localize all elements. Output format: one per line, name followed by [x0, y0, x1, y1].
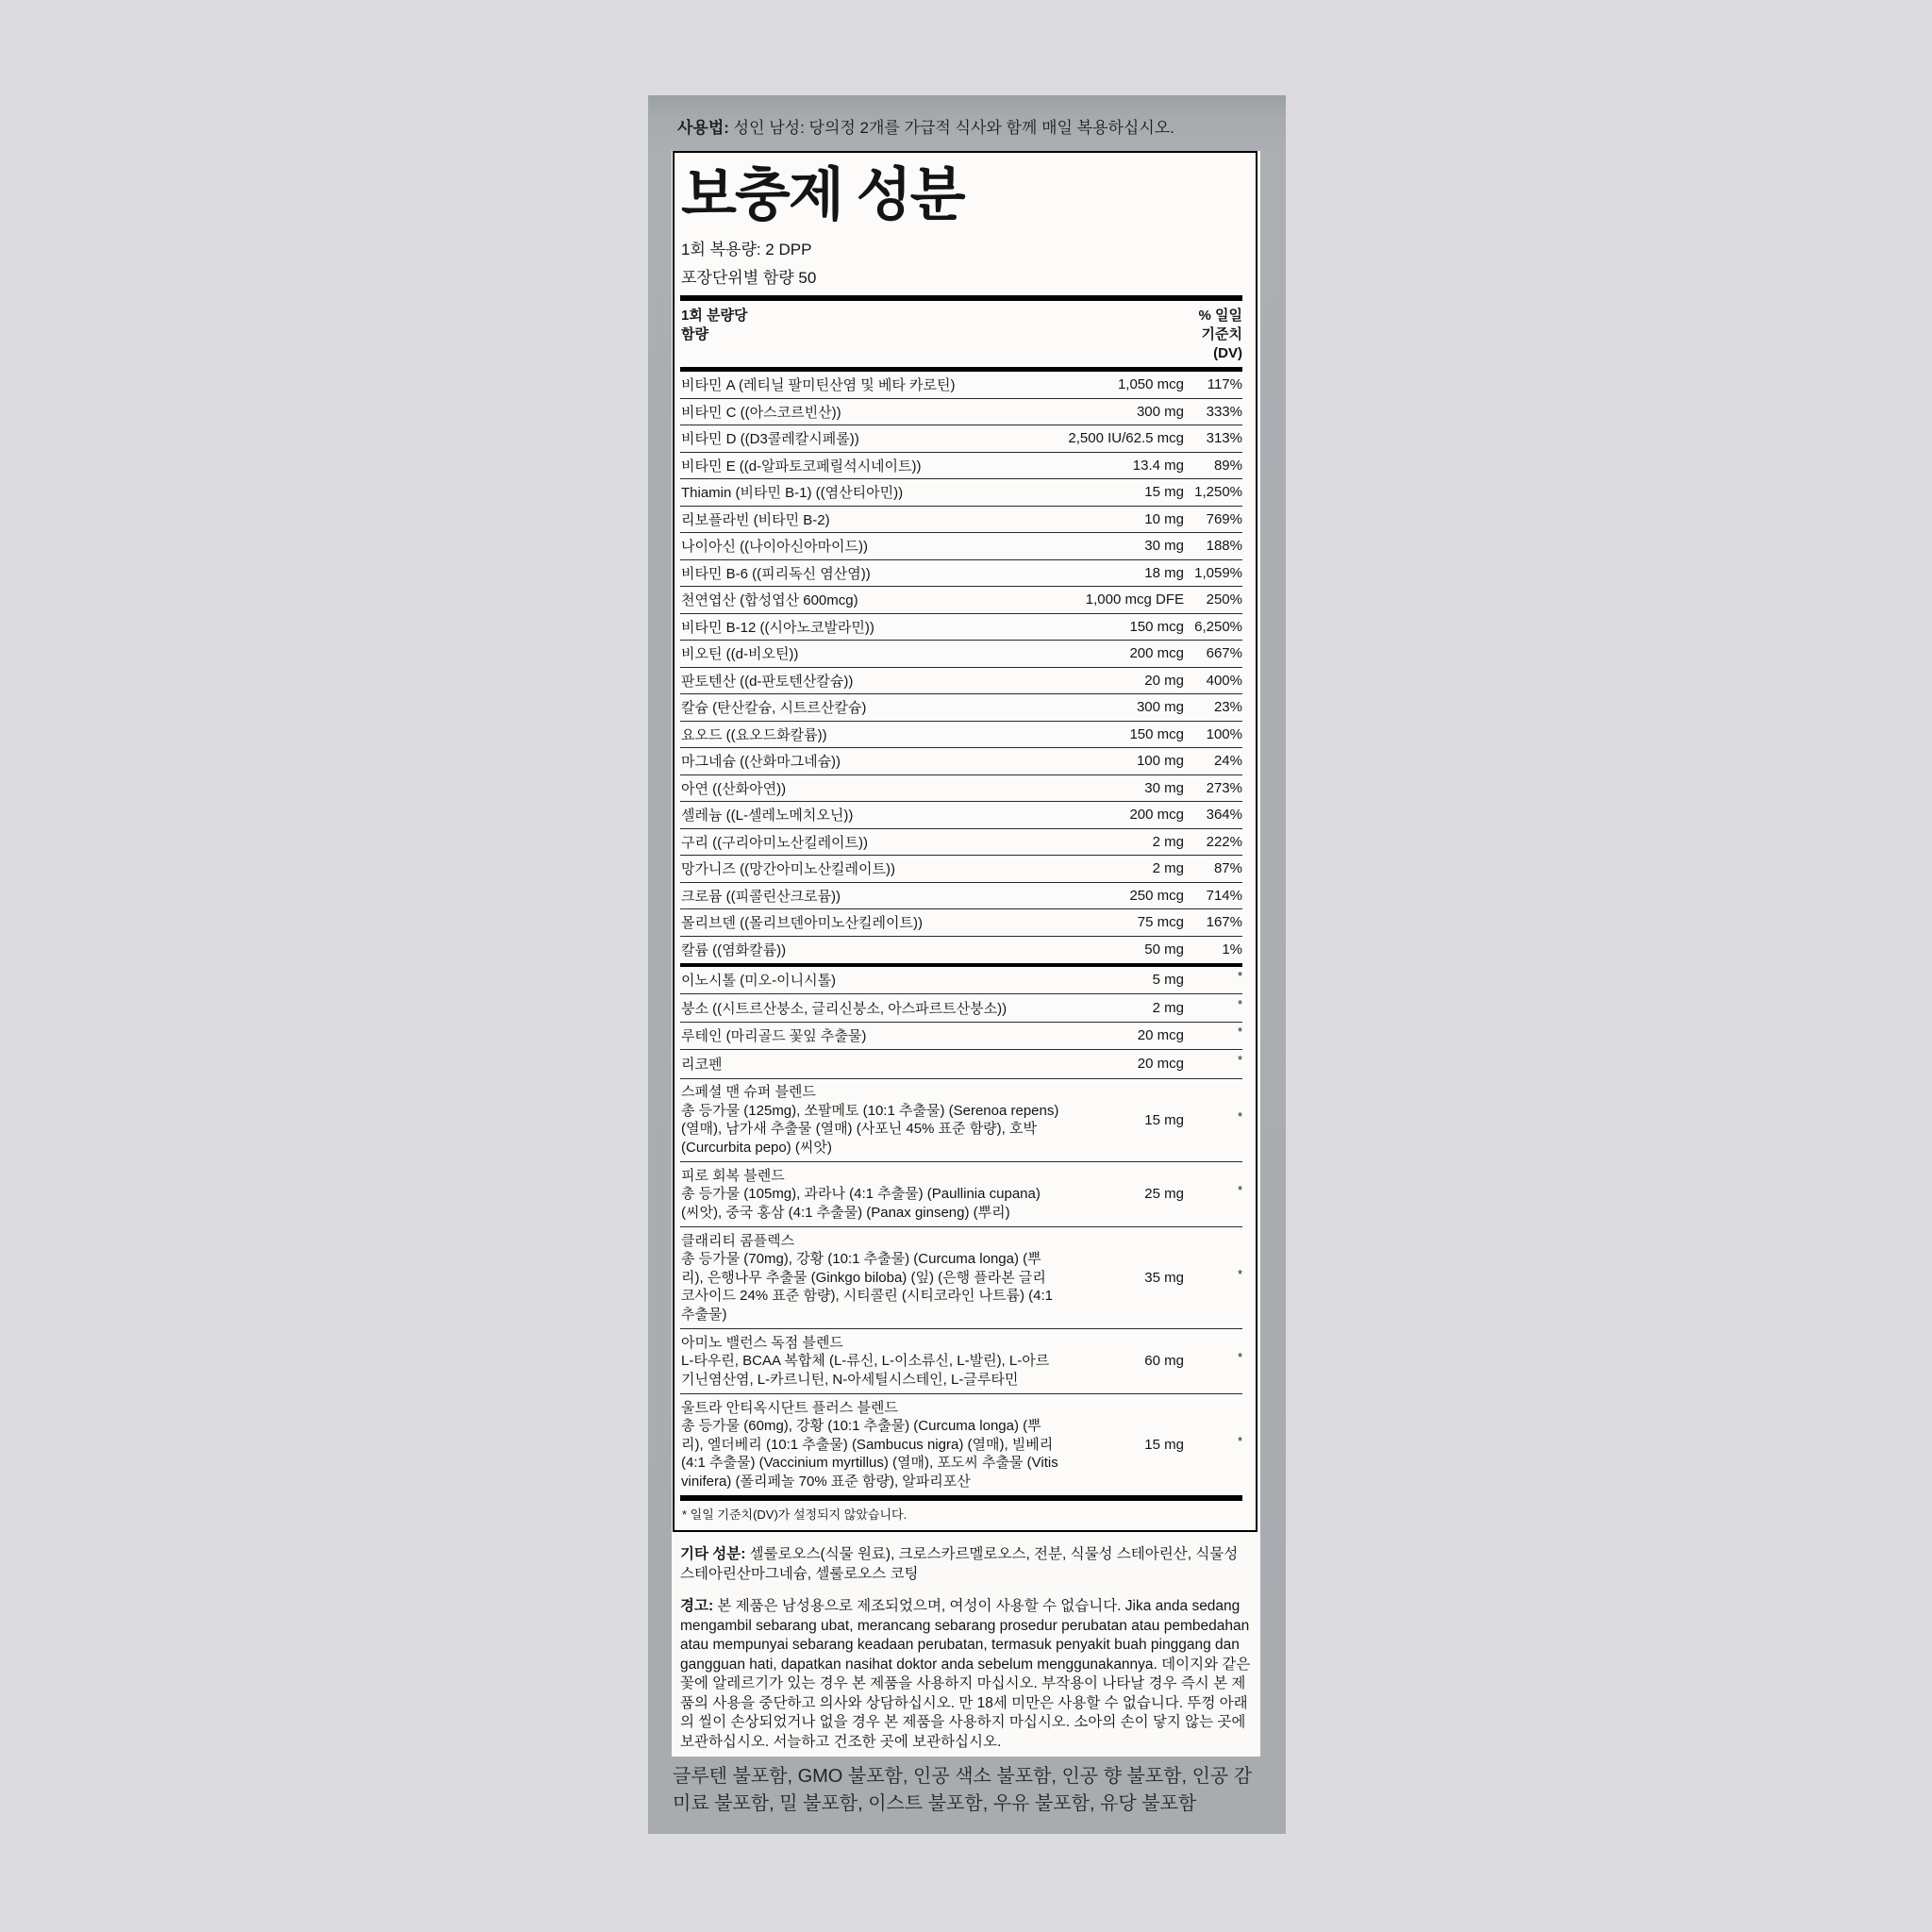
- nutrient-amount: 30 mg: [1144, 779, 1184, 796]
- blend-description: 총 등가물 (60mg), 강황 (10:1 추출물) (Curcuma longa) (뿌리), 엘더베리 (10:1 추출물) (Sambucus nigra) (열매), 빌베리 (4:1 추출물) (Vaccinium myrtillus) (열매), 포도씨 추출물 (Vitis vinifera) (폴리페놀 70% 표준 함량), 알파리포산: [681, 1418, 1058, 1490]
- nutrient-amount: 200 mcg: [1129, 645, 1184, 662]
- blend-description: 총 등가물 (70mg), 강황 (10:1 추출물) (Curcuma longa) (뿌리), 은행나무 추출물 (Ginkgo biloba) (잎) (은행 플라본 글리코사이드 24% 표준 함량), 시티콜린 (시티코라인 나트륨) (4:1 추출물): [681, 1251, 1053, 1323]
- nutrient-amount: 1,000 mcg DFE: [1085, 591, 1184, 608]
- nutrient-dv: 769%: [1206, 510, 1242, 527]
- nutrient-name: Thiamin (비타민 B-1) ((염산티아민)): [681, 485, 904, 502]
- nutrient-dv: 100%: [1206, 725, 1242, 742]
- nutrient-name: 마그네슘 ((산화마그네슘)): [681, 754, 841, 771]
- facts-column-header: [680, 307, 1242, 367]
- nutrient-name: 비타민 C ((아스코르빈산)): [681, 404, 841, 421]
- facts-footnote: * 일일 기준치(DV)가 설정되지 않았습니다.: [682, 1507, 908, 1522]
- nutrient-amount: 2 mg: [1152, 860, 1184, 877]
- nutrient-table: [680, 372, 1242, 963]
- nutrient-table-no-dv: [680, 967, 1242, 1078]
- nutrient-name: 루테인 (마리골드 꽃잎 추출물): [681, 1028, 867, 1045]
- blend-amount: 60 mg: [1144, 1353, 1184, 1370]
- blend-info: [681, 1232, 1059, 1324]
- blend-table: [680, 1078, 1242, 1496]
- nutrient-row: [680, 533, 1242, 560]
- warning-label: 경고:: [680, 1598, 714, 1614]
- blend-title: 스페셜 맨 슈퍼 블렌드: [681, 1084, 816, 1100]
- nutrient-row: [680, 856, 1242, 883]
- blend-row: [680, 1226, 1242, 1328]
- nutrient-row: [680, 668, 1242, 695]
- blend-info: [681, 1334, 1059, 1390]
- nutrient-name: 천연엽산 (합성엽산 600mcg): [681, 592, 858, 609]
- nutrient-amount: 150 mcg: [1129, 725, 1184, 742]
- blend-amount: 15 mg: [1144, 1111, 1184, 1128]
- nutrient-row: [680, 479, 1242, 507]
- blend-amount: 25 mg: [1144, 1186, 1184, 1203]
- nutrient-dv: 1,059%: [1194, 564, 1242, 581]
- nutrient-dv: 188%: [1206, 538, 1242, 555]
- nutrient-name: 비타민 A (레티닐 팔미틴산염 및 베타 카로틴): [681, 377, 956, 394]
- directions: [677, 118, 1262, 139]
- blend-dv: *: [1237, 1266, 1242, 1281]
- directions-text: 성인 남성: 당의정 2개를 가급적 식사와 함께 매일 복용하십시오.: [728, 119, 1174, 137]
- blend-amount: 35 mg: [1144, 1269, 1184, 1286]
- nutrient-dv: 6,250%: [1194, 618, 1242, 635]
- nutrient-row: [680, 722, 1242, 749]
- nutrient-row: [680, 453, 1242, 480]
- nutrient-amount: 30 mg: [1144, 538, 1184, 555]
- blend-row: [680, 1161, 1242, 1226]
- header-percent-dv: % 일일 기준치 (DV): [1198, 308, 1242, 361]
- blend-info: [681, 1083, 1059, 1157]
- nutrient-name: 비타민 B-12 ((시아노코발라민)): [681, 619, 874, 636]
- nutrient-amount: 20 mg: [1144, 672, 1184, 689]
- nutrient-amount: 75 mcg: [1137, 914, 1184, 931]
- label-paragraphs: [672, 1545, 1260, 1757]
- nutrient-amount: 200 mcg: [1129, 807, 1184, 824]
- nutrient-row: [680, 829, 1242, 857]
- nutrient-name: 리보플라빈 (비타민 B-2): [681, 511, 830, 528]
- nutrient-amount: 300 mg: [1136, 699, 1184, 716]
- nutrient-amount: 250 mcg: [1129, 887, 1184, 904]
- nutrient-name: 칼슘 (탄산칼슘, 시트르산칼슘): [681, 700, 867, 717]
- nutrient-dv: 117%: [1207, 376, 1242, 393]
- nutrient-amount: 5 mg: [1152, 972, 1184, 989]
- nutrient-row: [680, 883, 1242, 910]
- nutrient-row: [680, 641, 1242, 668]
- warning: [680, 1597, 1255, 1752]
- nutrient-name: 몰리브덴 ((몰리브덴아미노산킬레이트)): [681, 915, 923, 932]
- nutrient-name: 비타민 B-6 ((피리독신 염산염)): [681, 565, 871, 582]
- nutrient-dv: 667%: [1206, 645, 1242, 662]
- nutrient-dv: *: [1237, 996, 1242, 1011]
- nutrient-name: 판토텐산 ((d-판토텐산칼슘)): [681, 673, 854, 690]
- blend-row: [680, 1393, 1242, 1495]
- nutrient-dv: 24%: [1213, 753, 1242, 770]
- nutrient-dv: 1,250%: [1194, 484, 1242, 501]
- nutrient-amount: 18 mg: [1144, 564, 1184, 581]
- nutrient-row: [680, 399, 1242, 426]
- nutrient-dv: 23%: [1213, 699, 1242, 716]
- nutrient-row: [680, 775, 1242, 803]
- blend-dv: *: [1237, 1350, 1242, 1365]
- blend-row: [680, 1328, 1242, 1393]
- blend-dv: *: [1237, 1108, 1242, 1124]
- nutrient-name: 아연 ((산화아연)): [681, 780, 787, 797]
- nutrient-dv: *: [1237, 969, 1242, 984]
- nutrient-dv: 364%: [1206, 807, 1242, 824]
- nutrient-row: [680, 1023, 1242, 1051]
- nutrient-amount: 1,050 mcg: [1117, 376, 1184, 393]
- other-ingredients-label: 기타 성분:: [680, 1546, 746, 1562]
- blend-info: [681, 1167, 1059, 1223]
- nutrient-name: 칼륨 ((염화칼륨)): [681, 942, 787, 959]
- blend-info: [681, 1399, 1059, 1491]
- nutrient-name: 구리 ((구리아미노산킬레이트)): [681, 834, 869, 851]
- blend-description: 총 등가물 (105mg), 과라나 (4:1 추출물) (Paullinia cupana) (씨앗), 중국 홍삼 (4:1 추출물) (Panax ginseng) (뿌리): [681, 1186, 1041, 1221]
- nutrient-name: 비오틴 ((d-비오틴)): [681, 646, 799, 663]
- facts-sheet: [672, 151, 1260, 1757]
- nutrient-dv: 313%: [1206, 430, 1242, 447]
- nutrient-dv: 333%: [1206, 403, 1242, 420]
- nutrient-row: [680, 614, 1242, 641]
- nutrient-row: [680, 909, 1242, 937]
- nutrient-dv: *: [1237, 1053, 1242, 1068]
- nutrient-dv: 167%: [1206, 914, 1242, 931]
- divider-thick-top: [680, 295, 1242, 301]
- nutrient-row: [680, 748, 1242, 775]
- nutrient-row: [680, 425, 1242, 453]
- nutrient-dv: 714%: [1206, 887, 1242, 904]
- nutrient-row: [680, 937, 1242, 964]
- blend-title: 클래리티 콤플렉스: [681, 1232, 795, 1249]
- nutrient-amount: 2,500 IU/62.5 mcg: [1068, 430, 1184, 447]
- nutrient-amount: 50 mg: [1144, 941, 1184, 958]
- facts-title: 보충제 성분: [681, 162, 964, 226]
- header-amount-per-serving: 1회 분량당 함량: [681, 308, 748, 342]
- directions-label: 사용법:: [677, 119, 729, 137]
- nutrient-dv: *: [1237, 1024, 1242, 1040]
- nutrient-row: [680, 694, 1242, 722]
- blend-dv: *: [1237, 1433, 1242, 1448]
- warning-text: 본 제품은 남성용으로 제조되었으며, 여성이 사용할 수 없습니다. Jika anda sedang mengambil sebarang ubat, merancang sebarang prosedur perubatan atau pembedahan atau mempunyai sebarang keadaan perubatan, termasuk penyakit buah pinggang dan gangguan hati, dapatkan nasihat doktor anda sebelum menggunakannya. 데이지와 같은 꽃에 알레르기가 있는 경우 본 제품을 사용하지 마십시오. 부작용이 나타날 경우 즉시 본 제품의 사용을 중단하고 의사와 상담하십시오. 만 18세 미만은 사용할 수 없습니다. 뚜껑 아래의 씰이 손상되었거나 없을 경우 본 제품을 사용하지 마십시오. 소아의 손이 닿지 않는 곳에 보관하십시오. 서늘하고 건조한 곳에 보관하십시오.: [680, 1598, 1251, 1750]
- nutrient-row: [680, 560, 1242, 588]
- nutrient-dv: 89%: [1213, 457, 1242, 474]
- nutrient-name: 리코펜: [681, 1057, 723, 1074]
- serving-size: 1회 복용량: 2 DPP: [681, 241, 812, 258]
- nutrient-name: 요오드 ((요오드화칼륨)): [681, 726, 827, 743]
- nutrient-name: 나이아신 ((나이아신아마이드)): [681, 539, 869, 556]
- nutrient-dv: 250%: [1206, 591, 1242, 608]
- other-ingredients: [680, 1545, 1255, 1584]
- blend-description: L-타우린, BCAA 복합체 (L-류신, L-이소류신, L-발린), L-아르기닌염산염, L-카르니틴, N-아세틸시스테인, L-글루타민: [681, 1353, 1050, 1388]
- nutrient-dv: 87%: [1213, 860, 1242, 877]
- nutrient-name: 비타민 E ((d-알파토코페릴석시네이트)): [681, 458, 922, 475]
- nutrient-amount: 2 mg: [1152, 999, 1184, 1016]
- nutrient-name: 망가니즈 ((망간아미노산킬레이트)): [681, 861, 896, 878]
- nutrient-dv: 400%: [1206, 672, 1242, 689]
- nutrient-row: [680, 507, 1242, 534]
- blend-description: 총 등가물 (125mg), 쏘팔메토 (10:1 추출물) (Serenoa repens) (열매), 남가새 추출물 (열매) (사포닌 45% 표준 함량), 호박 (Curcurbita pepo) (씨앗): [681, 1102, 1059, 1156]
- label-panel: [648, 95, 1286, 1834]
- nutrient-row: [680, 372, 1242, 399]
- servings-per-container: 포장단위별 함량 50: [681, 269, 817, 287]
- nutrient-row: [680, 994, 1242, 1023]
- nutrient-row: [680, 1050, 1242, 1078]
- nutrient-row: [680, 587, 1242, 614]
- nutrient-row: [680, 967, 1242, 995]
- blend-title: 울트라 안티옥시단트 플러스 블렌드: [681, 1399, 898, 1416]
- nutrient-amount: 20 mcg: [1137, 1027, 1184, 1044]
- nutrient-name: 크로뮴 ((피콜린산크로뮴)): [681, 888, 841, 905]
- nutrient-name: 셀레늄 ((L-셀레노메치오닌)): [681, 808, 854, 824]
- blend-amount: 15 mg: [1144, 1436, 1184, 1453]
- nutrient-name: 비타민 D ((D3콜레칼시페롤)): [681, 431, 859, 448]
- nutrient-name: 붕소 ((시트르산붕소, 글리신붕소, 아스파르트산붕소)): [681, 1000, 1008, 1017]
- nutrient-amount: 300 mg: [1136, 403, 1184, 420]
- nutrient-amount: 150 mcg: [1129, 618, 1184, 635]
- blend-title: 피로 회복 블렌드: [681, 1167, 785, 1184]
- free-from-claims: 글루텐 불포함, GMO 불포함, 인공 색소 불포함, 인공 향 불포함, 인공 감미료 불포함, 밀 불포함, 이스트 불포함, 우유 불포함, 유당 불포함: [673, 1766, 1253, 1814]
- nutrient-row: [680, 802, 1242, 829]
- nutrient-amount: 2 mg: [1152, 833, 1184, 850]
- other-ingredients-text: 셀룰로오스(식물 원료), 크로스카르멜로오스, 전분, 식물성 스테아린산, 식물성 스테아린산마그네슘, 셀룰로오스 코팅: [680, 1546, 1239, 1582]
- nutrient-amount: 13.4 mg: [1132, 457, 1184, 474]
- nutrient-dv: 273%: [1206, 779, 1242, 796]
- blend-row: [680, 1078, 1242, 1162]
- blend-title: 아미노 밸런스 독점 블렌드: [681, 1334, 843, 1351]
- supplement-facts-box: [673, 151, 1257, 1532]
- nutrient-amount: 20 mcg: [1137, 1056, 1184, 1073]
- blend-dv: *: [1237, 1183, 1242, 1198]
- nutrient-dv: 222%: [1206, 833, 1242, 850]
- nutrient-name: 이노시톨 (미오-이니시톨): [681, 973, 837, 990]
- nutrient-amount: 15 mg: [1144, 484, 1184, 501]
- nutrient-amount: 10 mg: [1144, 510, 1184, 527]
- nutrient-amount: 100 mg: [1136, 753, 1184, 770]
- nutrient-dv: 1%: [1222, 941, 1242, 958]
